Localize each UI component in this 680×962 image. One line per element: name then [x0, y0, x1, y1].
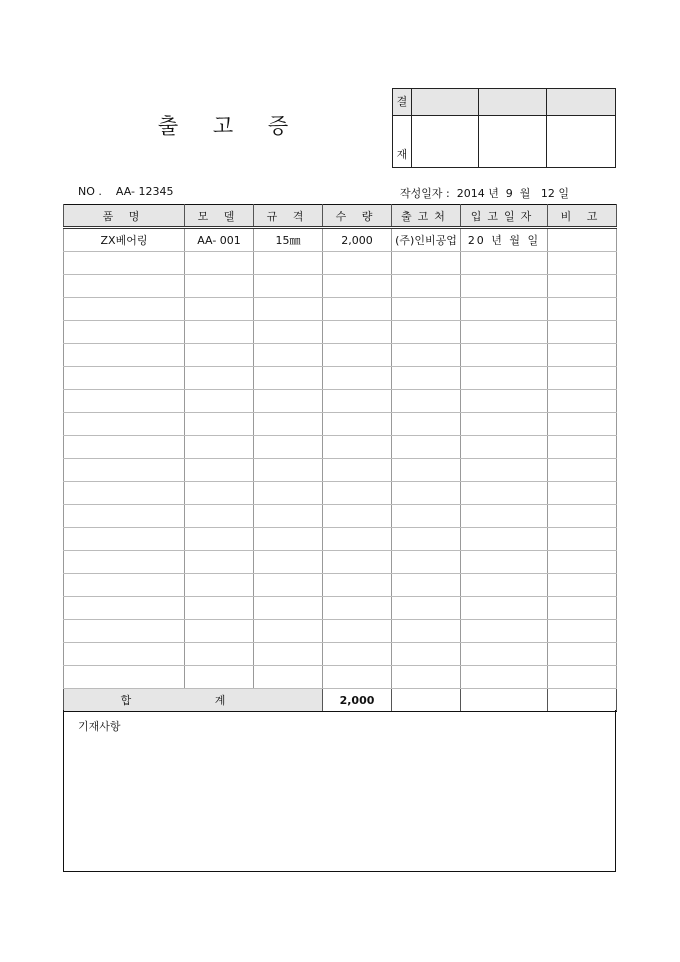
cell-item-name[interactable] [64, 252, 185, 275]
cell-item-name[interactable] [64, 413, 185, 436]
cell-spec[interactable] [254, 367, 323, 390]
cell-remarks[interactable] [548, 528, 617, 551]
approval-header-cell[interactable] [547, 89, 616, 116]
cell-model[interactable] [185, 666, 254, 689]
cell-shipped-to[interactable] [392, 367, 461, 390]
cell-receipt-date[interactable] [461, 367, 548, 390]
cell-remarks[interactable] [548, 390, 617, 413]
cell-shipped-to[interactable]: (주)인비공업 [392, 228, 461, 252]
cell-receipt-date[interactable] [461, 528, 548, 551]
table-header-row [64, 205, 617, 228]
cell-quantity[interactable] [323, 482, 392, 505]
cell-spec[interactable] [254, 666, 323, 689]
table-row [64, 275, 617, 298]
cell-quantity[interactable] [323, 252, 392, 275]
cell-remarks[interactable] [548, 228, 617, 252]
cell-remarks[interactable] [548, 643, 617, 666]
cell-spec[interactable] [254, 344, 323, 367]
cell-model[interactable] [185, 344, 254, 367]
cell-shipped-to[interactable] [392, 436, 461, 459]
cell-receipt-date[interactable] [461, 275, 548, 298]
document-number-label: NO . [78, 185, 102, 198]
total-empty-cell [461, 689, 548, 712]
cell-item-name[interactable] [64, 505, 185, 528]
cell-receipt-date[interactable]: 20 년 월 일 [461, 228, 548, 252]
cell-remarks[interactable] [548, 597, 617, 620]
cell-quantity[interactable] [323, 643, 392, 666]
cell-model[interactable] [185, 482, 254, 505]
cell-quantity[interactable] [323, 528, 392, 551]
table-row [64, 367, 617, 390]
cell-quantity[interactable]: 2,000 [323, 228, 392, 252]
document-number-value: AA- 12345 [115, 185, 174, 198]
cell-receipt-date[interactable] [461, 344, 548, 367]
approval-label-bottom: 재 [393, 116, 412, 168]
total-quantity: 2,000 [323, 689, 392, 712]
cell-spec[interactable] [254, 505, 323, 528]
cell-quantity[interactable] [323, 367, 392, 390]
cell-spec[interactable] [254, 597, 323, 620]
cell-model[interactable] [185, 298, 254, 321]
cell-item-name[interactable] [64, 551, 185, 574]
cell-quantity[interactable] [323, 436, 392, 459]
cell-item-name[interactable] [64, 459, 185, 482]
cell-receipt-date[interactable] [461, 482, 548, 505]
cell-shipped-to[interactable] [392, 505, 461, 528]
cell-quantity[interactable] [323, 321, 392, 344]
cell-model[interactable] [185, 390, 254, 413]
approval-header-cell[interactable] [412, 89, 479, 116]
document-number [78, 185, 187, 198]
cell-shipped-to[interactable] [392, 344, 461, 367]
cell-receipt-date[interactable] [461, 252, 548, 275]
cell-shipped-to[interactable] [392, 459, 461, 482]
cell-item-name[interactable] [64, 643, 185, 666]
table-row [64, 551, 617, 574]
header-shipped-to: 출고처 [392, 205, 461, 228]
cell-quantity[interactable] [323, 298, 392, 321]
cell-shipped-to[interactable] [392, 666, 461, 689]
cell-item-name[interactable] [64, 436, 185, 459]
cell-receipt-date[interactable] [461, 459, 548, 482]
cell-item-name[interactable] [64, 321, 185, 344]
cell-spec[interactable] [254, 321, 323, 344]
cell-model[interactable] [185, 528, 254, 551]
table-row [64, 413, 617, 436]
notes-label: 기재사항 [78, 720, 121, 733]
cell-receipt-date[interactable] [461, 321, 548, 344]
table-row [64, 228, 617, 252]
cell-receipt-date[interactable] [461, 413, 548, 436]
cell-receipt-date[interactable] [461, 436, 548, 459]
cell-spec[interactable] [254, 413, 323, 436]
cell-receipt-date[interactable] [461, 620, 548, 643]
table-row [64, 666, 617, 689]
cell-item-name[interactable] [64, 344, 185, 367]
cell-remarks[interactable] [548, 574, 617, 597]
header-remarks: 비 고 [548, 205, 617, 228]
cell-quantity[interactable] [323, 574, 392, 597]
cell-item-name[interactable] [64, 574, 185, 597]
approval-box [392, 88, 616, 168]
total-row [64, 689, 617, 712]
cell-spec[interactable] [254, 298, 323, 321]
approval-signature-cell[interactable] [412, 116, 479, 168]
cell-quantity[interactable] [323, 413, 392, 436]
cell-quantity[interactable] [323, 597, 392, 620]
cell-remarks[interactable] [548, 344, 617, 367]
cell-quantity[interactable] [323, 620, 392, 643]
cell-item-name[interactable] [64, 597, 185, 620]
cell-model[interactable] [185, 321, 254, 344]
cell-spec[interactable] [254, 275, 323, 298]
total-label: 합 계 [64, 689, 323, 712]
table-row [64, 574, 617, 597]
approval-label-top: 결 [393, 89, 412, 116]
cell-remarks[interactable] [548, 298, 617, 321]
cell-shipped-to[interactable] [392, 528, 461, 551]
cell-remarks[interactable] [548, 482, 617, 505]
cell-shipped-to[interactable] [392, 275, 461, 298]
cell-item-name[interactable] [64, 666, 185, 689]
cell-model[interactable] [185, 620, 254, 643]
cell-shipped-to[interactable] [392, 482, 461, 505]
cell-quantity[interactable] [323, 505, 392, 528]
cell-remarks[interactable] [548, 459, 617, 482]
cell-remarks[interactable] [548, 666, 617, 689]
header-model: 모 델 [185, 205, 254, 228]
cell-receipt-date[interactable] [461, 643, 548, 666]
cell-model[interactable] [185, 252, 254, 275]
cell-model[interactable] [185, 551, 254, 574]
cell-shipped-to[interactable] [392, 643, 461, 666]
cell-spec[interactable] [254, 574, 323, 597]
document-title: 출 고 증 [157, 114, 303, 138]
cell-remarks[interactable] [548, 252, 617, 275]
cell-remarks[interactable] [548, 505, 617, 528]
cell-model[interactable]: AA- 001 [185, 228, 254, 252]
cell-remarks[interactable] [548, 413, 617, 436]
table-row [64, 620, 617, 643]
approval-signature-cell[interactable] [547, 116, 616, 168]
cell-remarks[interactable] [548, 551, 617, 574]
cell-spec[interactable] [254, 459, 323, 482]
cell-quantity[interactable] [323, 459, 392, 482]
cell-remarks[interactable] [548, 321, 617, 344]
cell-receipt-date[interactable] [461, 298, 548, 321]
approval-header-cell[interactable] [479, 89, 547, 116]
table-row [64, 298, 617, 321]
cell-spec[interactable] [254, 252, 323, 275]
table-row [64, 528, 617, 551]
cell-model[interactable] [185, 367, 254, 390]
cell-model[interactable] [185, 643, 254, 666]
cell-remarks[interactable] [548, 620, 617, 643]
cell-shipped-to[interactable] [392, 298, 461, 321]
cell-spec[interactable]: 15㎜ [254, 228, 323, 252]
shipment-table [63, 204, 617, 712]
cell-item-name[interactable] [64, 367, 185, 390]
approval-signature-cell[interactable] [479, 116, 547, 168]
cell-shipped-to[interactable] [392, 252, 461, 275]
cell-remarks[interactable] [548, 275, 617, 298]
cell-shipped-to[interactable] [392, 321, 461, 344]
cell-item-name[interactable] [64, 482, 185, 505]
cell-quantity[interactable] [323, 344, 392, 367]
cell-model[interactable] [185, 597, 254, 620]
table-row [64, 505, 617, 528]
cell-receipt-date[interactable] [461, 597, 548, 620]
cell-spec[interactable] [254, 528, 323, 551]
header-quantity: 수 량 [323, 205, 392, 228]
table-row [64, 344, 617, 367]
table-row [64, 597, 617, 620]
cell-receipt-date[interactable] [461, 666, 548, 689]
cell-model[interactable] [185, 505, 254, 528]
cell-shipped-to[interactable] [392, 574, 461, 597]
cell-quantity[interactable] [323, 275, 392, 298]
cell-item-name[interactable] [64, 298, 185, 321]
cell-item-name[interactable] [64, 528, 185, 551]
table-row [64, 390, 617, 413]
cell-item-name[interactable]: ZX베어링 [64, 228, 185, 252]
cell-model[interactable] [185, 436, 254, 459]
cell-model[interactable] [185, 574, 254, 597]
cell-remarks[interactable] [548, 436, 617, 459]
cell-remarks[interactable] [548, 367, 617, 390]
cell-spec[interactable] [254, 436, 323, 459]
cell-spec[interactable] [254, 390, 323, 413]
cell-item-name[interactable] [64, 275, 185, 298]
cell-shipped-to[interactable] [392, 620, 461, 643]
table-row [64, 482, 617, 505]
table-row [64, 321, 617, 344]
table-row [64, 436, 617, 459]
total-empty-cell [392, 689, 461, 712]
header-spec: 규 격 [254, 205, 323, 228]
cell-model[interactable] [185, 459, 254, 482]
cell-receipt-date[interactable] [461, 390, 548, 413]
table-row [64, 252, 617, 275]
table-row [64, 459, 617, 482]
cell-quantity[interactable] [323, 551, 392, 574]
cell-spec[interactable] [254, 620, 323, 643]
cell-spec[interactable] [254, 482, 323, 505]
cell-model[interactable] [185, 275, 254, 298]
cell-receipt-date[interactable] [461, 505, 548, 528]
total-empty-cell [548, 689, 617, 712]
cell-spec[interactable] [254, 643, 323, 666]
cell-shipped-to[interactable] [392, 597, 461, 620]
cell-shipped-to[interactable] [392, 390, 461, 413]
cell-receipt-date[interactable] [461, 551, 548, 574]
cell-receipt-date[interactable] [461, 574, 548, 597]
cell-item-name[interactable] [64, 390, 185, 413]
cell-item-name[interactable] [64, 620, 185, 643]
table-row [64, 643, 617, 666]
cell-spec[interactable] [254, 551, 323, 574]
created-date: 작성일자 : 2014 년 9 월 12 일 [400, 187, 570, 200]
cell-shipped-to[interactable] [392, 551, 461, 574]
notes-box[interactable] [63, 710, 616, 872]
cell-model[interactable] [185, 413, 254, 436]
cell-quantity[interactable] [323, 666, 392, 689]
header-item-name: 품 명 [64, 205, 185, 228]
cell-quantity[interactable] [323, 390, 392, 413]
header-receipt-date: 입고일자 [461, 205, 548, 228]
cell-shipped-to[interactable] [392, 413, 461, 436]
